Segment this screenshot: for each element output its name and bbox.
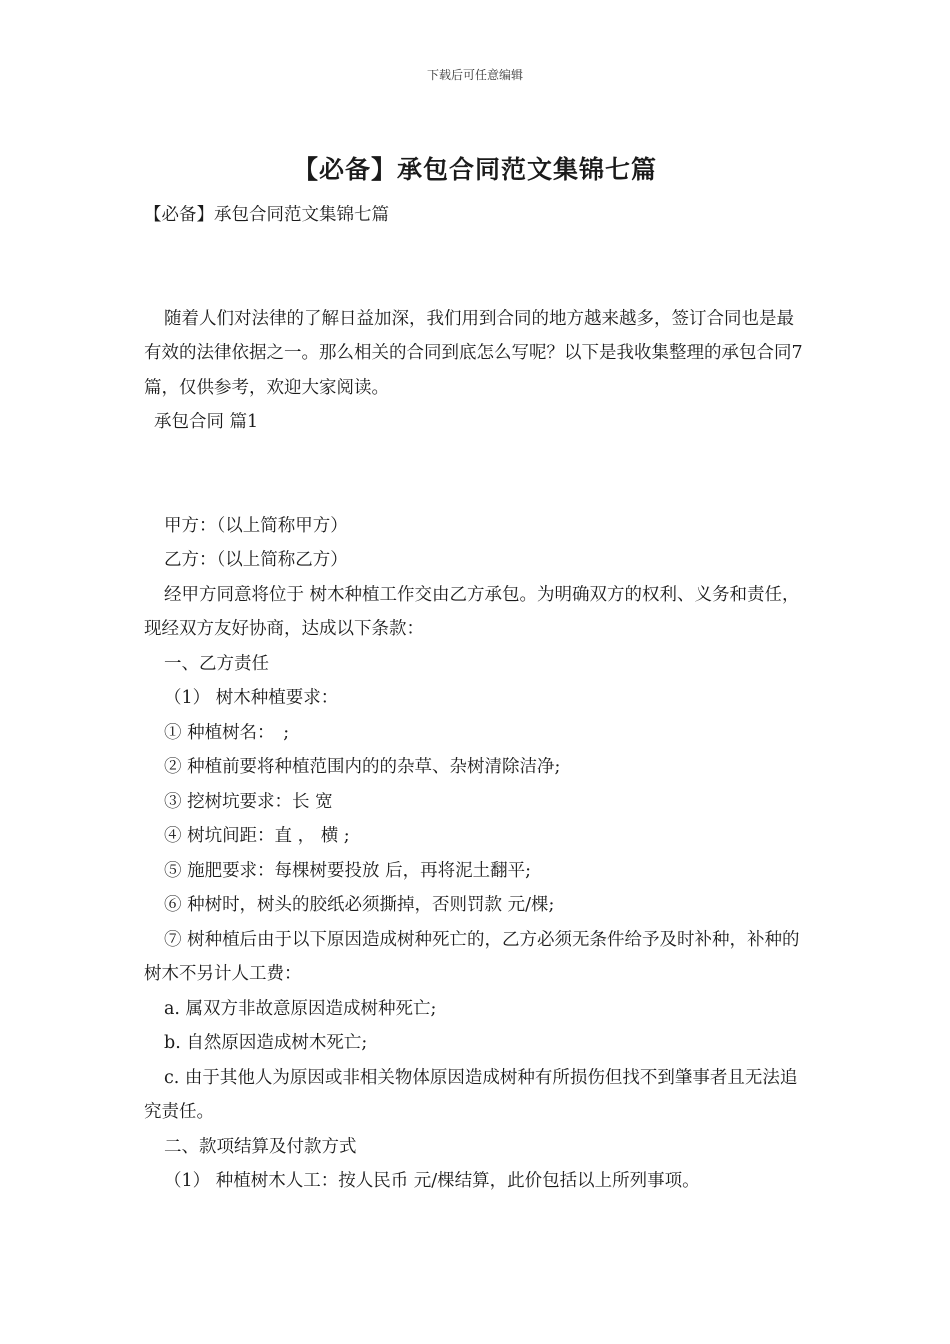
clause-2-1: （1） 种植树木人工：按人民币 元/棵结算，此价包括以上所列事项。 — [164, 1171, 700, 1191]
sub-list-item: b. 自然原因造成树木死亡; — [164, 1033, 368, 1053]
party-b-line: 乙方：（以上简称乙方） — [164, 550, 348, 570]
sub-list-item: a. 属双方非故意原因造成树种死亡; — [164, 998, 437, 1019]
header-note: 下载后可任意编辑 — [426, 68, 523, 82]
list-item: ④ 树坑间距：直 ， 横 ; — [164, 826, 350, 846]
party-a-line: 甲方：（以上简称甲方） — [164, 515, 348, 536]
list-item: ⑤ 施肥要求：每棵树要投放 后，再将泥土翻平; — [164, 860, 532, 881]
clause-1-title: 一、乙方责任 — [164, 653, 269, 674]
list-item: ② 种植前要将种植范围内的的杂草、杂树清除洁净; — [164, 757, 561, 777]
clause-1-1: （1） 树木种植要求： — [164, 688, 339, 708]
list-item: ① 种植树名： ; — [164, 722, 290, 743]
preamble-paragraph: 经甲方同意将位于 树木种植工作交由乙方承包。为明确双方的权利、义务和责任，现经双方友好协商，达成以下条款： — [144, 584, 800, 639]
blank-space — [144, 440, 808, 509]
list-item: ③ 挖树坑要求：长 宽 — [164, 791, 333, 812]
intro-paragraph: 随着人们对法律的了解日益加深，我们用到合同的地方越来越多，签订合同也是最有效的法律依据之一。那么相关的合同到底怎么写呢？以下是我收集整理的承包合同7篇，仅供参考，欢迎大家阅读。 — [144, 308, 803, 398]
document-subtitle: 【必备】承包合同范文集锦七篇 — [144, 205, 389, 225]
clause-2-title: 二、款项结算及付款方式 — [164, 1136, 357, 1157]
blank-space — [144, 233, 808, 302]
document-title: 【必备】承包合同范文集锦七篇 — [292, 155, 657, 184]
list-item: ⑥ 种树时，树头的胶纸必须撕掉，否则罚款 元/棵; — [164, 895, 555, 915]
document-body — [144, 198, 808, 1199]
list-item: ⑦ 树种植后由于以下原因造成树种死亡的，乙方必须无条件给予及时补种，补种的树木不另计人工费： — [144, 929, 800, 984]
section-heading: 承包合同 篇1 — [154, 412, 259, 432]
sub-list-item: c. 由于其他人为原因或非相关物体原因造成树种有所损伤但找不到肇事者且无法追究责任。 — [144, 1067, 798, 1122]
